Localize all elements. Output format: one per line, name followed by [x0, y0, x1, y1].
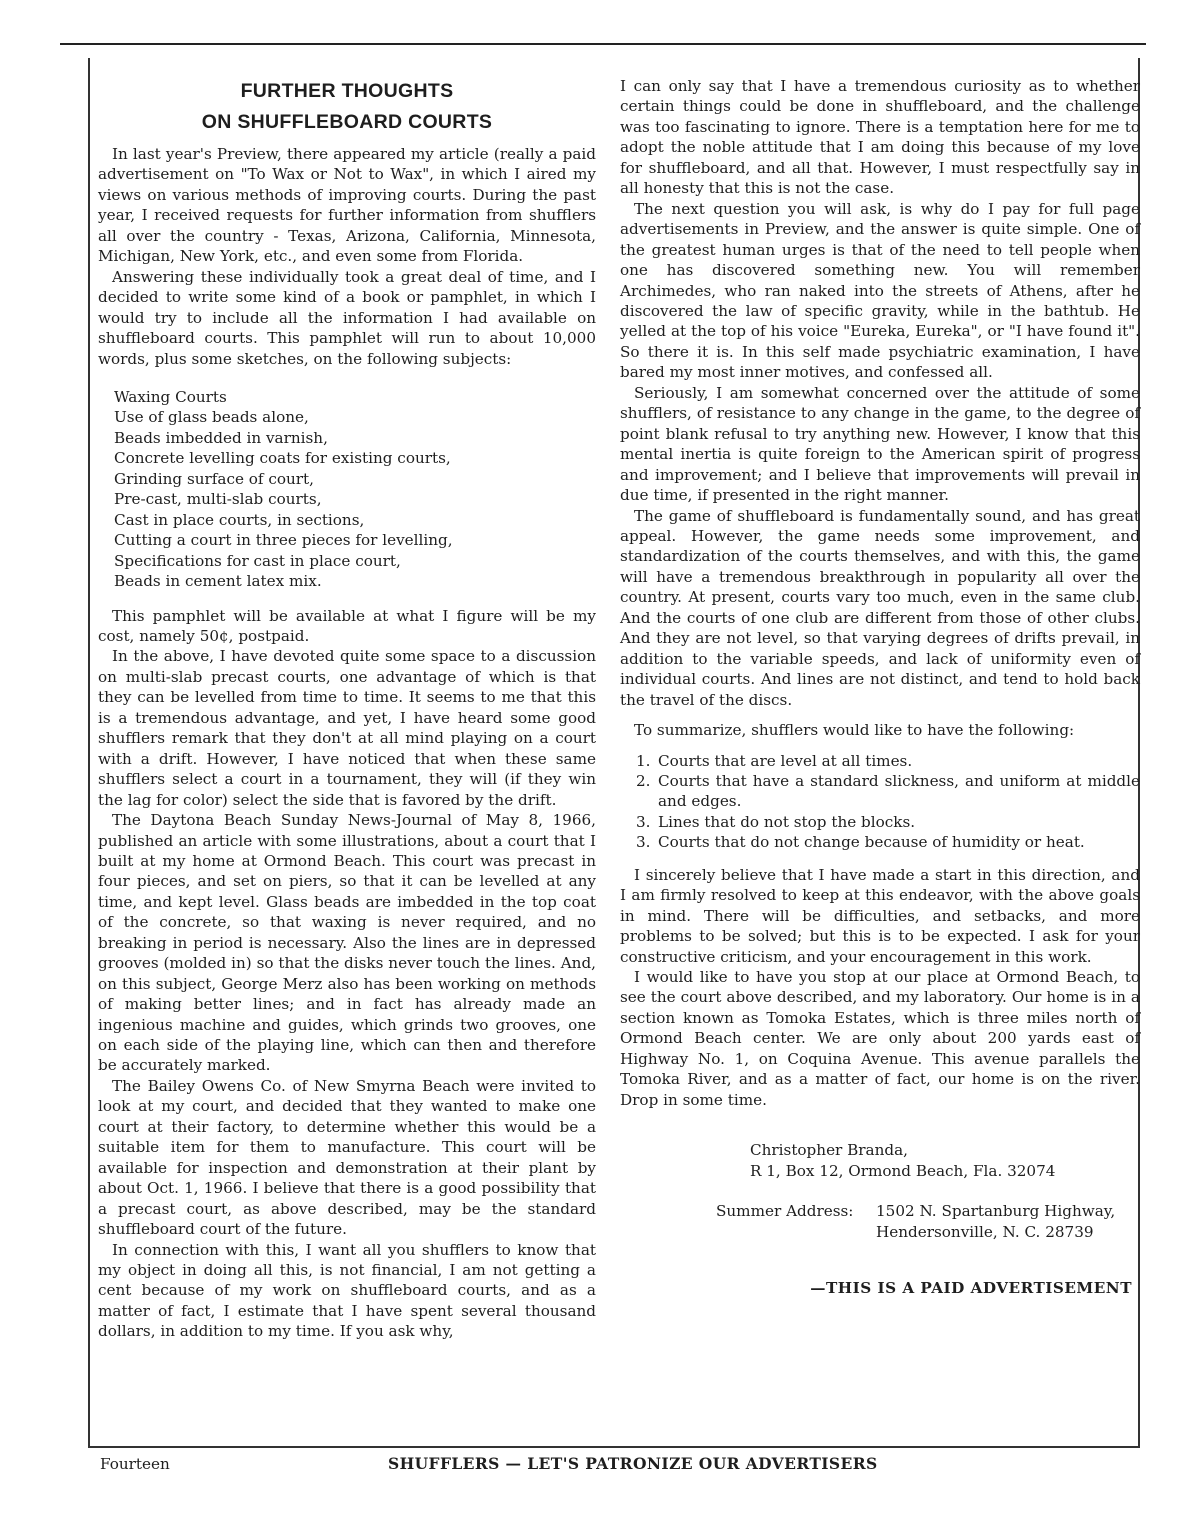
signature-name: Christopher Branda, — [750, 1141, 909, 1160]
topic-item: Use of glass beads alone, — [114, 408, 309, 427]
frame-bottom-border — [88, 1446, 1140, 1448]
paragraph: The next question you will ask, is why do I pay for full page advertisements in Preview, and the answer is quite simple. One of the greatest human urges is that of the need to tell people when one has discovered something new. You will remember Archimedes, who ran naked into the streets of Athens, after he discovered the law of specific gravity, while in the bathtub. He yelled at the top of his voice "Eureka, Eureka", or "I have found it". So there it is. In this self made psychiatric examination, I have bared my most inner motives, and confessed all. — [620, 199, 1140, 382]
summary-intro: To summarize, shufflers would like to have the following: — [634, 721, 1075, 740]
want-item — [636, 751, 1140, 771]
topic-item: Grinding surface of court, — [114, 469, 314, 488]
summer-address-line-2: Hendersonville, N. C. 28739 — [876, 1222, 1094, 1241]
paragraph: I sincerely believe that I have made a start in this direction, and I am firmly resolved to keep at this endeavor, with the above goals in mind. There will be difficulties, and setbacks, and more problems to be solved; but this is to be expected. I ask for your constructive criticism, and your encouragement in this work. — [620, 865, 1140, 966]
summer-address-line-1: 1502 N. Spartanburg Highway, — [876, 1202, 1116, 1221]
paragraph: The Daytona Beach Sunday News-Journal of May 8, 1966, published an article with some illustrations, about a court that I built at my home at Ormond Beach. This court was precast in four pieces, and set on piers, so that it can be levelled at any time, and kept level. Glass beads are imbedded in the top coat of the concrete, so that waxing is never required, and no breaking in period is necessary. Also the lines are in depressed grooves (molded in) so that the disks never touch the lines. And, on this subject, George Merz also has been working on methods of making better lines; and in fact has already made an ingenious machine and guides, which grinds two grooves, one on each side of the playing line, which can then and therefore be accurately marked. — [98, 811, 596, 1075]
topic-item: Pre-cast, multi-slab courts, — [114, 490, 322, 509]
title-line-1: FURTHER THOUGHTS — [240, 80, 454, 102]
paragraph: Answering these individually took a great deal of time, and I decided to write some kind of a book or pamphlet, in which I would try to include all the information I had available on shuffleboard courts. This pamphlet will run to about 10,000 words, plus some sketches, on the following subjects: — [98, 267, 596, 368]
paragraph: In connection with this, I want all you shufflers to know that my object in doing all this, is not financial, I am not getting a cent because of my work on shuffleboard courts, and as a matter of fact, I estimate that I have spent several thousand dollars, in addition to my time. If you ask why, — [98, 1240, 596, 1341]
paragraph: I can only say that I have a tremendous curiosity as to whether certain things could be done in shuffleboard, and the challenge was too fascinating to ignore. There is a temptation here for me to adopt the noble attitude that I am doing this because of my love for shuffleboard, and all that. However, I must respectfully say in all honesty that this is not the case. — [620, 77, 1140, 198]
top-rule — [60, 43, 1146, 45]
paragraph: The Bailey Owens Co. of New Smyrna Beach were invited to look at my court, and decided that they wanted to make one court at their factory, to determine whether this would be a suitable item for them to manufacture. This court will be available for inspection and demonstration at their plant by about Oct. 1, 1966. I believe that there is a good possibility that a precast court, as above described, may be the standard shuffleboard court of the future. — [98, 1076, 596, 1239]
topic-item: Specifications for cast in place court, — [114, 551, 401, 570]
want-text: Lines that do not stop the blocks. — [658, 812, 916, 831]
want-item — [636, 812, 1140, 832]
wants-list — [636, 751, 1140, 853]
want-text: Courts that do not change because of humidity or heat. — [658, 833, 1085, 852]
frame-left-border — [88, 58, 90, 1448]
page-number: Fourteen — [100, 1455, 170, 1473]
want-number: 3. — [636, 833, 651, 852]
summer-address-block — [716, 1201, 1140, 1242]
signature-address: R 1, Box 12, Ormond Beach, Fla. 32074 — [750, 1161, 1056, 1180]
want-number: 3. — [636, 812, 651, 831]
article-title — [98, 76, 596, 138]
right-column — [620, 76, 1140, 1298]
signature-block — [750, 1140, 1140, 1181]
want-text: Courts that have a standard slickness, and uniform at middle and edges. — [658, 771, 1140, 811]
want-text: Courts that are level at all times. — [658, 751, 913, 770]
topic-item: Beads in cement latex mix. — [114, 572, 322, 591]
topic-item: Cast in place courts, in sections, — [114, 510, 365, 529]
want-number: 1. — [636, 751, 651, 770]
summer-address-lines — [876, 1201, 1115, 1242]
paragraph: In last year's Preview, there appeared my article (really a paid advertisement on "To Wax or Not to Wax", in which I aired my views on various methods of improving courts. During the past year, I received requests for further information from shufflers all over the country - Texas, Arizona, California, Minnesota, Michigan, New York, etc., and even some from Florida. — [98, 145, 596, 266]
summer-address-label: Summer Address: — [716, 1202, 854, 1221]
paid-advertisement-note: —THIS IS A PAID ADVERTISEMENT — [810, 1279, 1132, 1298]
paragraph: This pamphlet will be available at what I figure will be my cost, namely 50¢, postpaid. — [98, 606, 596, 645]
want-number: 2. — [636, 771, 651, 790]
paragraph: The game of shuffleboard is fundamentally sound, and has great appeal. However, the game needs some improvement, and standardization of the courts themselves, and with this, the game will have a tremendous breakthrough in popularity all over the country. At present, courts vary too much, even in the same club. And the courts of one club are different from those of other clubs. And they are not level, so that varying degrees of drifts prevail, in addition to the variable speeds, and lack of uniformity even of individual courts. And lines are not distinct, and tend to hold back the travel of the discs. — [620, 506, 1140, 709]
want-item — [636, 832, 1140, 852]
topic-item: Waxing Courts — [114, 387, 227, 406]
paragraph: I would like to have you stop at our place at Ormond Beach, to see the court above described, and my laboratory. Our home is in a section known as Tomoka Estates, which is three miles north of Ormond Beach center. We are only about 200 yards east of Highway No. 1, on Coquina Avenue. This avenue parallels the Tomoka River, and as a matter of fact, our home is on the river. Drop in some time. — [620, 968, 1140, 1109]
topics-list — [114, 387, 596, 592]
title-line-2: ON SHUFFLEBOARD COURTS — [201, 111, 493, 133]
paragraph: In the above, I have devoted quite some space to a discussion on multi-slab precast courts, one advantage of which is that they can be levelled from time to time. It seems to me that this is a tremendous advantage, and yet, I have heard some good shufflers remark that they don't at all mind playing on a court with a drift. However, I have noticed that when these same shufflers select a court in a tournament, they will (if they win the lag for color) select the side that is favored by the drift. — [98, 647, 596, 809]
topic-item: Beads imbedded in varnish, — [114, 428, 328, 447]
paragraph: Seriously, I am somewhat concerned over the attitude of some shufflers, of resistance to any change in the game, to the degree of point blank refusal to try anything new. However, I know that this mental inertia is quite foreign to the American spirit of progress and improvement; and I believe that improvements will prevail in due time, if presented in the right manner. — [620, 383, 1140, 505]
topic-item: Concrete levelling coats for existing courts, — [114, 449, 451, 468]
want-item — [636, 771, 1140, 812]
topic-item: Cutting a court in three pieces for levelling, — [114, 531, 453, 550]
left-column — [98, 76, 596, 1342]
footer-slogan: SHUFFLERS — LET'S PATRONIZE OUR ADVERTISERS — [388, 1454, 878, 1473]
